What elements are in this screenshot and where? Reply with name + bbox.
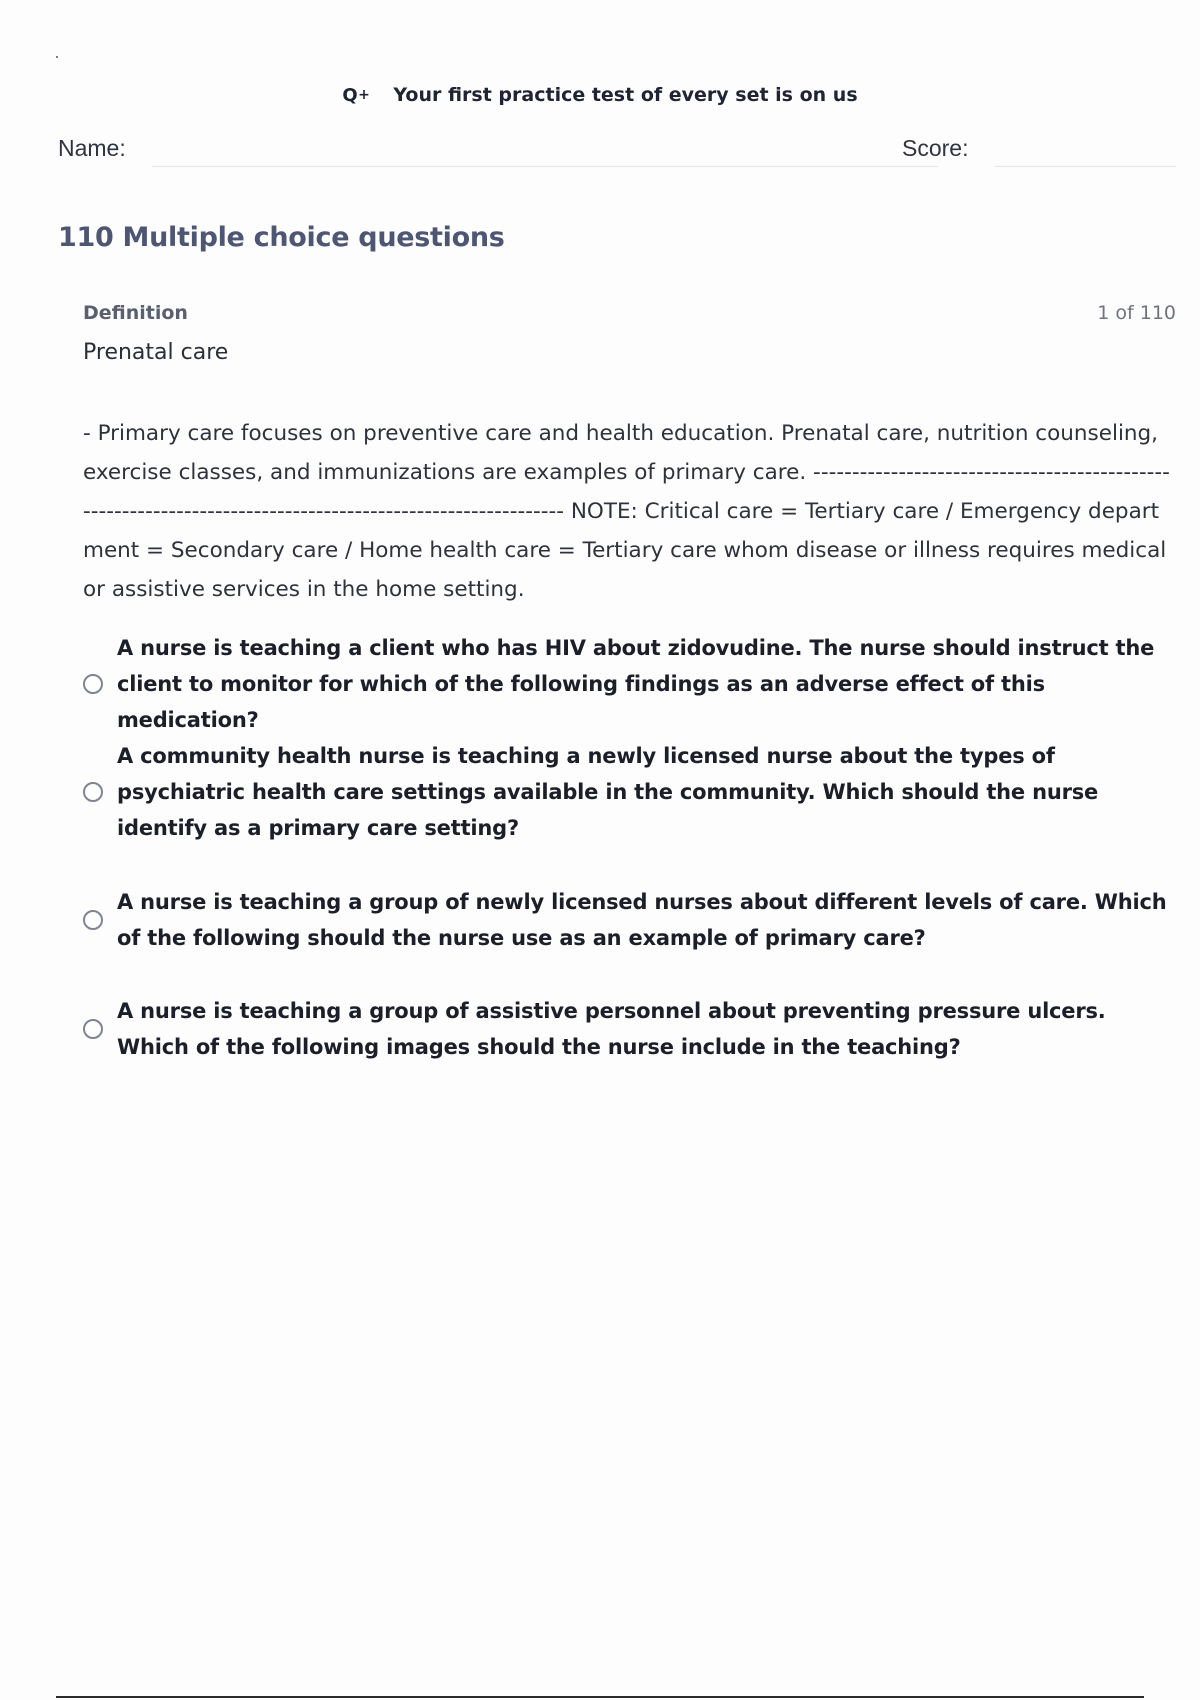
radio-icon[interactable]: [83, 674, 103, 694]
score-field[interactable]: [994, 166, 1176, 167]
logo-letter: Q: [342, 84, 358, 106]
radio-icon[interactable]: [83, 1019, 103, 1039]
stray-dot: [56, 56, 58, 58]
name-field[interactable]: [152, 166, 938, 167]
answer-option[interactable]: [83, 630, 1176, 738]
answer-option-text[interactable]: A community health nurse is teaching a newly licensed nurse about the types of psychiatric health care settings available in the community. Which should the nurse identify as a primary care setting?: [117, 744, 1099, 840]
quizlet-plus-logo-icon: [342, 85, 369, 106]
question-type-label: Definition: [83, 302, 188, 324]
answer-option[interactable]: [83, 884, 1176, 956]
page-bottom-rule: [56, 1696, 1144, 1698]
name-score-row: [58, 130, 1176, 170]
radio-icon[interactable]: [83, 910, 103, 930]
promo-text: Your first practice test of every set is on us: [393, 84, 858, 106]
section-title: 110 Multiple choice questions: [58, 222, 505, 253]
answer-option-text[interactable]: A nurse is teaching a group of newly licensed nurses about different levels of care. Which of the following should the nurse use as an example of primary care?: [117, 890, 1167, 950]
name-label: Name:: [58, 135, 126, 161]
answer-option[interactable]: [83, 738, 1176, 846]
score-label: Score:: [902, 135, 969, 161]
question-explanation: - Primary care focuses on preventive care and health education. Prenatal care, nutrition counseling, exercise classes, and immunizations are examples of primary care. ------------------------------------------------------------------------------------------------------------ NOTE: Critical care = Tertiary care / Emergency department = Secondary care / Home health care = Tertiary care whom disease or illness requires medical or assistive services in the home setting.: [83, 421, 1170, 602]
question-term: Prenatal care: [83, 340, 229, 365]
radio-icon[interactable]: [83, 782, 103, 802]
answer-option-text[interactable]: A nurse is teaching a client who has HIV about zidovudine. The nurse should instruct the client to monitor for which of the following findings as an adverse effect of this medication?: [117, 636, 1155, 732]
answer-option-text[interactable]: A nurse is teaching a group of assistive personnel about preventing pressure ulcers. Which of the following images should the nurse include in the teaching?: [117, 999, 1106, 1059]
answer-option[interactable]: [83, 993, 1176, 1065]
logo-plus: +: [358, 87, 370, 103]
question-counter: 1 of 110: [1097, 302, 1176, 324]
promo-banner: [0, 80, 1200, 110]
